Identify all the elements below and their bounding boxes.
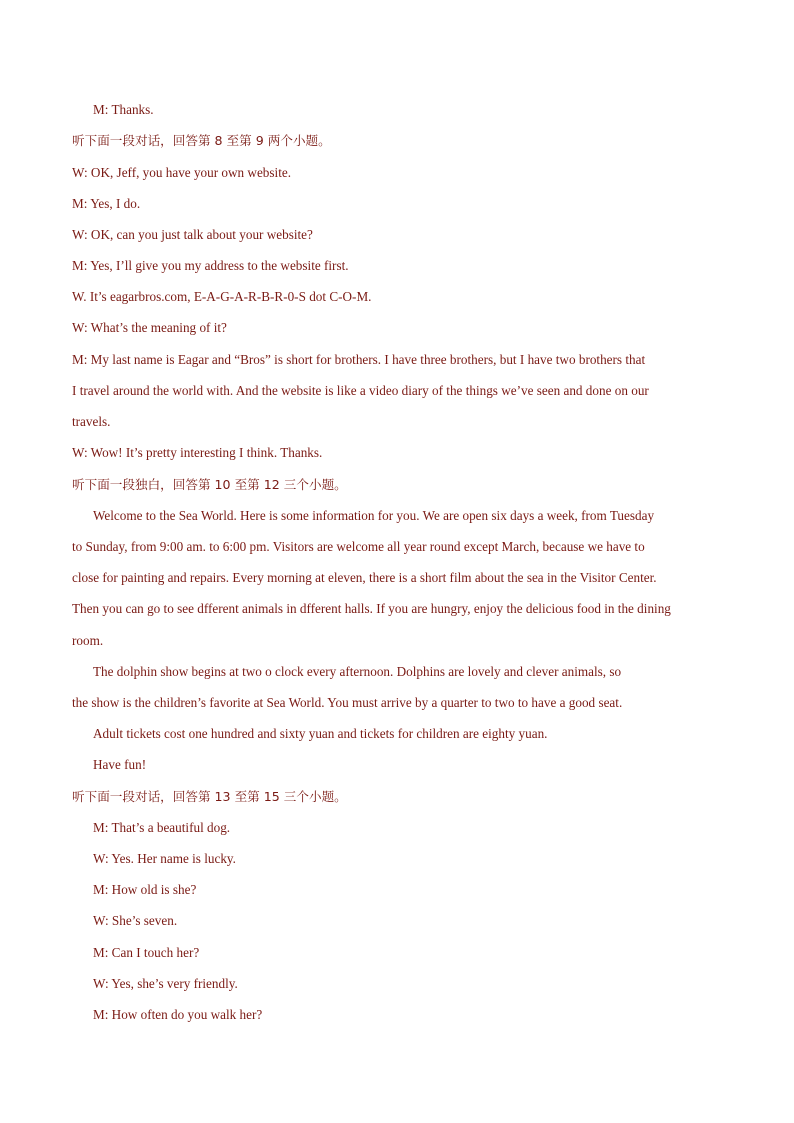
dialogue-line: M: That’s a beautiful dog. xyxy=(93,820,231,835)
section-heading: 听下面一段对话，回答第 8 至第 9 两个小题。 xyxy=(72,133,331,148)
dialogue-line: W: Yes, she’s very friendly. xyxy=(93,976,238,991)
dialogue-line: W. It’s eagarbros.com, E-A-G-A-R-B-R-0-S dot C-O-M. xyxy=(72,289,372,304)
monologue-line: the show is the children’s favorite at Sea World. You must arrive by a quarter to two to have a good seat. xyxy=(72,695,623,710)
dialogue-line: W: OK, Jeff, you have your own website. xyxy=(72,165,292,180)
dialogue-line: W: Yes. Her name is lucky. xyxy=(93,851,236,866)
monologue-line: The dolphin show begins at two o clock every afternoon. Dolphins are lovely and clever animals, so xyxy=(93,664,622,679)
dialogue-line: M: My last name is Eagar and “Bros” is short for brothers. I have three brothers, but I have two brothers that xyxy=(72,352,646,367)
dialogue-line: W: Wow! It’s pretty interesting I think. Thanks. xyxy=(72,445,323,460)
section-heading: 听下面一段独白，回答第 10 至第 12 三个小题。 xyxy=(72,477,347,492)
dialogue-line: M: Yes, I do. xyxy=(72,196,141,211)
monologue-line: Then you can go to see dfferent animals in dfferent halls. If you are hungry, enjoy the delicious food in the dining xyxy=(72,601,671,616)
dialogue-line: M: Can I touch her? xyxy=(93,945,200,960)
dialogue-line: M: Yes, I’ll give you my address to the website first. xyxy=(72,258,349,273)
dialogue-line: W: OK, can you just talk about your website? xyxy=(72,227,313,242)
monologue-line: room. xyxy=(72,633,104,648)
dialogue-line: M: Thanks. xyxy=(93,102,154,117)
monologue-line: close for painting and repairs. Every morning at eleven, there is a short film about the sea in the Visitor Center. xyxy=(72,570,657,585)
monologue-line: to Sunday, from 9:00 am. to 6:00 pm. Visitors are welcome all year round except March, because we have to xyxy=(72,539,645,554)
monologue-line: Welcome to the Sea World. Here is some information for you. We are open six days a week, from Tuesday xyxy=(93,508,655,523)
section-heading: 听下面一段对话，回答第 13 至第 15 三个小题。 xyxy=(72,789,347,804)
dialogue-line: M: How often do you walk her? xyxy=(93,1007,263,1022)
dialogue-line: W: She’s seven. xyxy=(93,913,178,928)
dialogue-line: M: How old is she? xyxy=(93,882,197,897)
dialogue-line: W: What’s the meaning of it? xyxy=(72,320,227,335)
dialogue-line: I travel around the world with. And the website is like a video diary of the things we’ve seen and done on our xyxy=(72,383,649,398)
monologue-line: Have fun! xyxy=(93,757,147,772)
dialogue-line: travels. xyxy=(72,414,111,429)
monologue-line: Adult tickets cost one hundred and sixty yuan and tickets for children are eighty yuan. xyxy=(93,726,548,741)
